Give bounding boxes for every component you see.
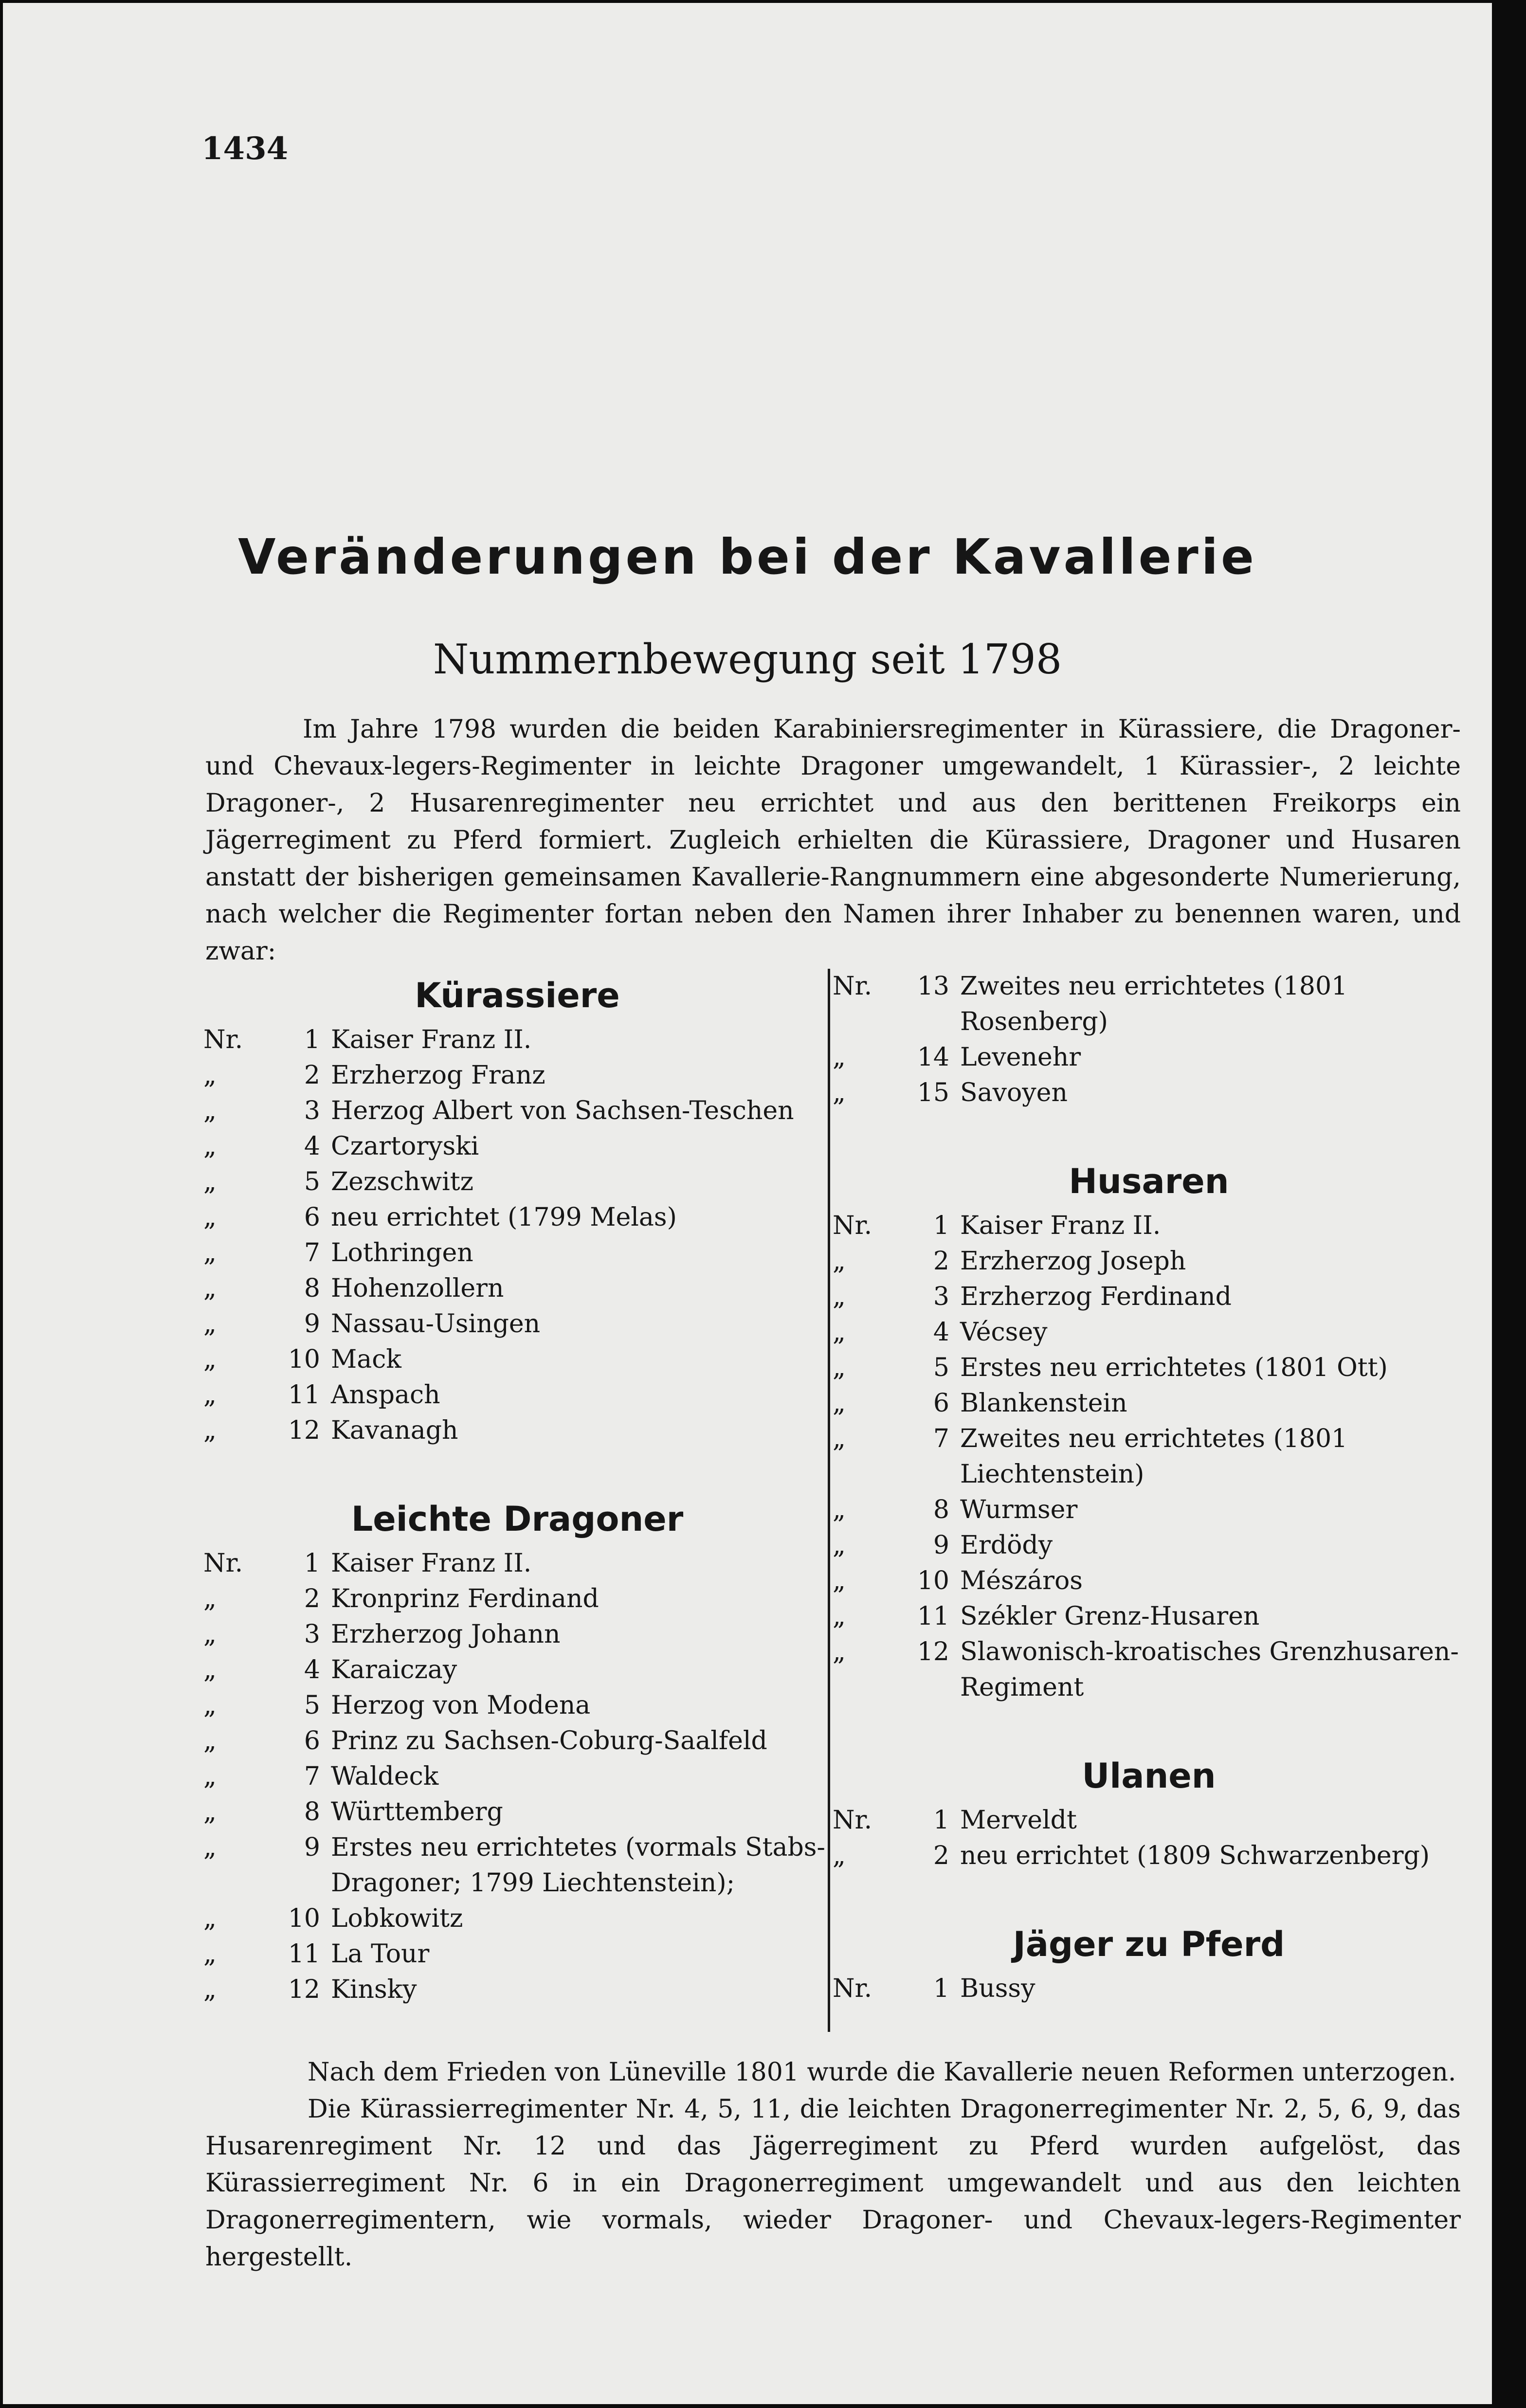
list-item bbox=[833, 1838, 1465, 1874]
entry-prefix: „ bbox=[833, 1495, 846, 1524]
list-item bbox=[203, 1652, 831, 1688]
entry-prefix: „ bbox=[833, 1247, 846, 1276]
entry-name: Erstes neu errichtetes (1801 Ott) bbox=[960, 1353, 1388, 1382]
list-item bbox=[203, 1617, 831, 1652]
entry-number: 5 bbox=[304, 1691, 320, 1720]
entry-prefix: „ bbox=[833, 1318, 846, 1347]
list-item bbox=[203, 1546, 831, 1581]
list-item bbox=[203, 1342, 831, 1377]
entry-number: 10 bbox=[917, 1566, 949, 1595]
page-subtitle: Nummernbewegung seit 1798 bbox=[433, 635, 1062, 683]
entry-number: 9 bbox=[304, 1833, 320, 1862]
list-item bbox=[833, 1803, 1465, 1838]
entry-name: Württemberg bbox=[331, 1797, 503, 1827]
entry-number: 10 bbox=[288, 1345, 320, 1374]
list-item bbox=[203, 1937, 831, 1972]
list-item bbox=[203, 1200, 831, 1235]
entry-name: Wurmser bbox=[960, 1495, 1078, 1524]
entry-prefix: „ bbox=[203, 1203, 217, 1232]
entry-name: Kaiser Franz II. bbox=[331, 1025, 532, 1054]
entry-prefix: Nr. bbox=[833, 1974, 872, 2003]
entry-number: 1 bbox=[933, 1974, 949, 2003]
closing-paragraph-2: Die Kürassierregimenter Nr. 4, 5, 11, die leichten Dragonerregimenter Nr. 2, 5, 6, 9, das Husarenregiment Nr. 12 und das Jägerregiment zu Pferd wurden aufgelöst, das Kürassierregiment Nr. 6 in ein Dragonerregiment umgewandelt und aus den leichten Dragonerregimentern, wie vormals, wieder Dragoner- und Chevaux-legers-Regimenter hergestellt. bbox=[205, 2095, 1461, 2272]
list-item bbox=[203, 1377, 831, 1413]
entry-name: Zezschwitz bbox=[331, 1167, 474, 1196]
list-item bbox=[833, 1563, 1465, 1599]
entry-name: Mészáros bbox=[960, 1566, 1083, 1595]
entry-prefix: „ bbox=[203, 1691, 217, 1720]
entry-number: 4 bbox=[933, 1318, 949, 1347]
entry-prefix: „ bbox=[833, 1637, 846, 1666]
entry-prefix: „ bbox=[833, 1602, 846, 1631]
entry-name: Merveldt bbox=[960, 1806, 1077, 1835]
entry-name: Kaiser Franz II. bbox=[331, 1549, 532, 1578]
entry-prefix: „ bbox=[203, 1655, 217, 1684]
entry-name: Kaiser Franz II. bbox=[960, 1211, 1161, 1240]
list-item bbox=[833, 1492, 1465, 1528]
entry-name: Erzherzog Johann bbox=[331, 1620, 561, 1649]
entry-name: Slawonisch-kroatisches Grenzhusaren-Regiment bbox=[960, 1637, 1459, 1702]
entry-name: Anspach bbox=[331, 1380, 440, 1410]
list-ulanen bbox=[833, 1803, 1465, 1874]
list-leichte-dragoner bbox=[203, 1546, 831, 2008]
list-item bbox=[833, 1315, 1465, 1350]
entry-prefix: „ bbox=[203, 1309, 217, 1339]
section-heading-jager-zu-pferd: Jäger zu Pferd bbox=[1013, 1924, 1285, 1964]
entry-name: Blankenstein bbox=[960, 1389, 1127, 1418]
entry-prefix: „ bbox=[203, 1762, 217, 1791]
entry-prefix: „ bbox=[203, 1096, 217, 1125]
entry-prefix: „ bbox=[833, 1389, 846, 1418]
entry-name: neu errichtet (1799 Melas) bbox=[331, 1203, 677, 1232]
list-item bbox=[203, 1093, 831, 1129]
list-item bbox=[203, 1306, 831, 1342]
entry-number: 11 bbox=[917, 1602, 949, 1631]
entry-prefix: Nr. bbox=[833, 1211, 872, 1240]
entry-prefix: „ bbox=[833, 1841, 846, 1870]
entry-number: 10 bbox=[288, 1904, 320, 1933]
entry-prefix: Nr. bbox=[203, 1025, 243, 1054]
entry-prefix: „ bbox=[203, 1726, 217, 1756]
entry-name: Lobkowitz bbox=[331, 1904, 463, 1933]
list-kurassiere bbox=[203, 1022, 831, 1448]
entry-prefix: „ bbox=[203, 1416, 217, 1445]
page-number: 1434 bbox=[201, 130, 289, 167]
page-title: Veränderungen bei der Kavallerie bbox=[238, 528, 1257, 585]
list-item bbox=[833, 1386, 1465, 1421]
entry-name: Czartoryski bbox=[331, 1132, 479, 1161]
entry-name: Nassau-Usingen bbox=[331, 1309, 541, 1339]
entry-number: 11 bbox=[288, 1939, 320, 1969]
entry-number: 5 bbox=[304, 1167, 320, 1196]
entry-prefix: „ bbox=[203, 1939, 217, 1969]
list-item bbox=[203, 1022, 831, 1058]
list-item bbox=[833, 1634, 1465, 1705]
entry-name: Erdödy bbox=[960, 1531, 1053, 1560]
section-heading-leichte-dragoner: Leichte Dragoner bbox=[351, 1499, 684, 1539]
entry-number: 7 bbox=[304, 1762, 320, 1791]
entry-name: Kinsky bbox=[331, 1975, 417, 2004]
entry-name: Székler Grenz-Husaren bbox=[960, 1602, 1260, 1631]
entry-number: 5 bbox=[933, 1353, 949, 1382]
entry-name: Kavanagh bbox=[331, 1416, 458, 1445]
entry-prefix: Nr. bbox=[833, 972, 872, 1001]
entry-name: Kronprinz Ferdinand bbox=[331, 1584, 599, 1613]
entry-name: Erstes neu errichtetes (vormals Stabs-Dragoner; 1799 Liechtenstein); bbox=[331, 1833, 826, 1898]
list-item bbox=[203, 1688, 831, 1723]
entry-number: 4 bbox=[304, 1132, 320, 1161]
entry-prefix: „ bbox=[203, 1620, 217, 1649]
list-item bbox=[833, 1040, 1465, 1075]
entry-number: 4 bbox=[304, 1655, 320, 1684]
entry-prefix: „ bbox=[203, 1061, 217, 1090]
entry-name: Levenehr bbox=[960, 1043, 1081, 1072]
entry-prefix: „ bbox=[203, 1345, 217, 1374]
section-heading-kurassiere: Kürassiere bbox=[415, 976, 620, 1015]
entry-number: 3 bbox=[304, 1096, 320, 1125]
entry-prefix: „ bbox=[203, 1274, 217, 1303]
entry-prefix: „ bbox=[833, 1353, 846, 1382]
list-item bbox=[833, 1075, 1465, 1111]
entry-name: Herzog von Modena bbox=[331, 1691, 591, 1720]
entry-prefix: „ bbox=[203, 1380, 217, 1410]
entry-name: Zweites neu errichtetes (1801 Liechtenstein) bbox=[960, 1424, 1348, 1489]
closing-paragraph-1: Nach dem Frieden von Lüneville 1801 wurde die Kavallerie neuen Reformen unterzogen. bbox=[308, 2058, 1456, 2087]
entry-prefix: „ bbox=[203, 1584, 217, 1613]
entry-number: 8 bbox=[304, 1797, 320, 1827]
entry-name: Herzog Albert von Sachsen-Teschen bbox=[331, 1096, 794, 1125]
entry-prefix: „ bbox=[203, 1132, 217, 1161]
entry-number: 12 bbox=[288, 1416, 320, 1445]
entry-number: 12 bbox=[917, 1637, 949, 1666]
entry-number: 1 bbox=[304, 1549, 320, 1578]
list-item bbox=[203, 1129, 831, 1164]
section-heading-husaren: Husaren bbox=[1069, 1161, 1229, 1201]
intro-paragraph: Im Jahre 1798 wurden die beiden Karabiniersregimenter in Kürassiere, die Dragoner- und Chevaux-legers-Regimenter in leichte Dragoner umgewandelt, 1 Kürassier-, 2 leichte Dragoner-, 2 Husarenregimenter neu errichtet und aus den berittenen Freikorps ein Jägerregiment zu Pferd formiert. Zugleich erhielten die Kürassiere, Dragoner und Husaren anstatt der bisherigen gemeinsamen Kavallerie-Rangnummern eine abgesonderte Numerierung, nach welcher die Regimenter fortan neben den Namen ihrer Inhaber zu benennen waren, und zwar: bbox=[205, 715, 1461, 966]
entry-prefix: Nr. bbox=[833, 1806, 872, 1835]
entry-number: 1 bbox=[304, 1025, 320, 1054]
list-item bbox=[203, 1901, 831, 1937]
entry-name: La Tour bbox=[331, 1939, 430, 1969]
entry-name: Prinz zu Sachsen-Coburg-Saalfeld bbox=[331, 1726, 767, 1756]
entry-number: 2 bbox=[304, 1584, 320, 1613]
list-item bbox=[833, 1421, 1465, 1492]
entry-name: Vécsey bbox=[960, 1318, 1048, 1347]
entry-number: 14 bbox=[917, 1043, 949, 1072]
list-item bbox=[203, 1581, 831, 1617]
entry-prefix: „ bbox=[833, 1424, 846, 1453]
entry-name: Mack bbox=[331, 1345, 401, 1374]
entry-name: Zweites neu errichtetes (1801 Rosenberg) bbox=[960, 972, 1348, 1036]
entry-number: 1 bbox=[933, 1211, 949, 1240]
entry-prefix: „ bbox=[203, 1238, 217, 1267]
entry-prefix: „ bbox=[203, 1975, 217, 2004]
entry-name: Erzherzog Joseph bbox=[960, 1247, 1186, 1276]
list-item bbox=[203, 1830, 831, 1901]
list-item bbox=[833, 1971, 1465, 2007]
entry-number: 2 bbox=[304, 1061, 320, 1090]
entry-name: Erzherzog Franz bbox=[331, 1061, 545, 1090]
list-item bbox=[203, 1271, 831, 1306]
list-item bbox=[833, 1599, 1465, 1634]
entry-name: Savoyen bbox=[960, 1078, 1068, 1107]
left-column bbox=[203, 969, 831, 2008]
list-item bbox=[203, 1164, 831, 1200]
entry-number: 13 bbox=[917, 972, 949, 1001]
entry-prefix: „ bbox=[203, 1904, 217, 1933]
list-item bbox=[833, 1528, 1465, 1563]
list-leichte-dragoner-continued bbox=[833, 969, 1465, 1111]
entry-number: 2 bbox=[933, 1247, 949, 1276]
entry-number: 2 bbox=[933, 1841, 949, 1870]
entry-name: Erzherzog Ferdinand bbox=[960, 1282, 1232, 1311]
entry-name: neu errichtet (1809 Schwarzenberg) bbox=[960, 1841, 1430, 1870]
list-item bbox=[203, 1723, 831, 1759]
list-item bbox=[833, 1208, 1465, 1244]
list-item bbox=[203, 1235, 831, 1271]
entry-number: 11 bbox=[288, 1380, 320, 1410]
entry-number: 6 bbox=[304, 1726, 320, 1756]
list-item bbox=[833, 1244, 1465, 1279]
list-item bbox=[203, 1058, 831, 1093]
entry-number: 7 bbox=[304, 1238, 320, 1267]
entry-number: 8 bbox=[304, 1274, 320, 1303]
entry-name: Bussy bbox=[960, 1974, 1036, 2003]
entry-number: 15 bbox=[917, 1078, 949, 1107]
right-column bbox=[833, 969, 1465, 2007]
closing-text bbox=[205, 2054, 1461, 2276]
entry-prefix: „ bbox=[833, 1282, 846, 1311]
list-item bbox=[203, 1759, 831, 1794]
list-item bbox=[833, 1279, 1465, 1315]
list-item bbox=[833, 969, 1465, 1040]
entry-number: 3 bbox=[933, 1282, 949, 1311]
entry-number: 1 bbox=[933, 1806, 949, 1835]
document-page bbox=[3, 3, 1492, 2404]
entry-name: Hohenzollern bbox=[331, 1274, 504, 1303]
entry-prefix: „ bbox=[203, 1797, 217, 1827]
entry-number: 6 bbox=[933, 1389, 949, 1418]
entry-name: Waldeck bbox=[331, 1762, 439, 1791]
entry-prefix: „ bbox=[203, 1833, 217, 1862]
entry-name: Lothringen bbox=[331, 1238, 473, 1267]
section-heading-ulanen: Ulanen bbox=[1082, 1756, 1216, 1796]
entry-prefix: „ bbox=[833, 1043, 846, 1072]
entry-number: 6 bbox=[304, 1203, 320, 1232]
list-item bbox=[203, 1413, 831, 1448]
list-item bbox=[203, 1794, 831, 1830]
entry-number: 3 bbox=[304, 1620, 320, 1649]
entry-number: 12 bbox=[288, 1975, 320, 2004]
entry-prefix: „ bbox=[203, 1167, 217, 1196]
entry-number: 8 bbox=[933, 1495, 949, 1524]
entry-name: Karaiczay bbox=[331, 1655, 457, 1684]
list-item bbox=[833, 1350, 1465, 1386]
entry-number: 9 bbox=[304, 1309, 320, 1339]
entry-prefix: „ bbox=[833, 1078, 846, 1107]
entry-prefix: Nr. bbox=[203, 1549, 243, 1578]
entry-number: 9 bbox=[933, 1531, 949, 1560]
entry-prefix: „ bbox=[833, 1531, 846, 1560]
list-jager-zu-pferd bbox=[833, 1971, 1465, 2007]
entry-number: 7 bbox=[933, 1424, 949, 1453]
list-husaren bbox=[833, 1208, 1465, 1705]
list-item bbox=[203, 1972, 831, 2008]
entry-prefix: „ bbox=[833, 1566, 846, 1595]
